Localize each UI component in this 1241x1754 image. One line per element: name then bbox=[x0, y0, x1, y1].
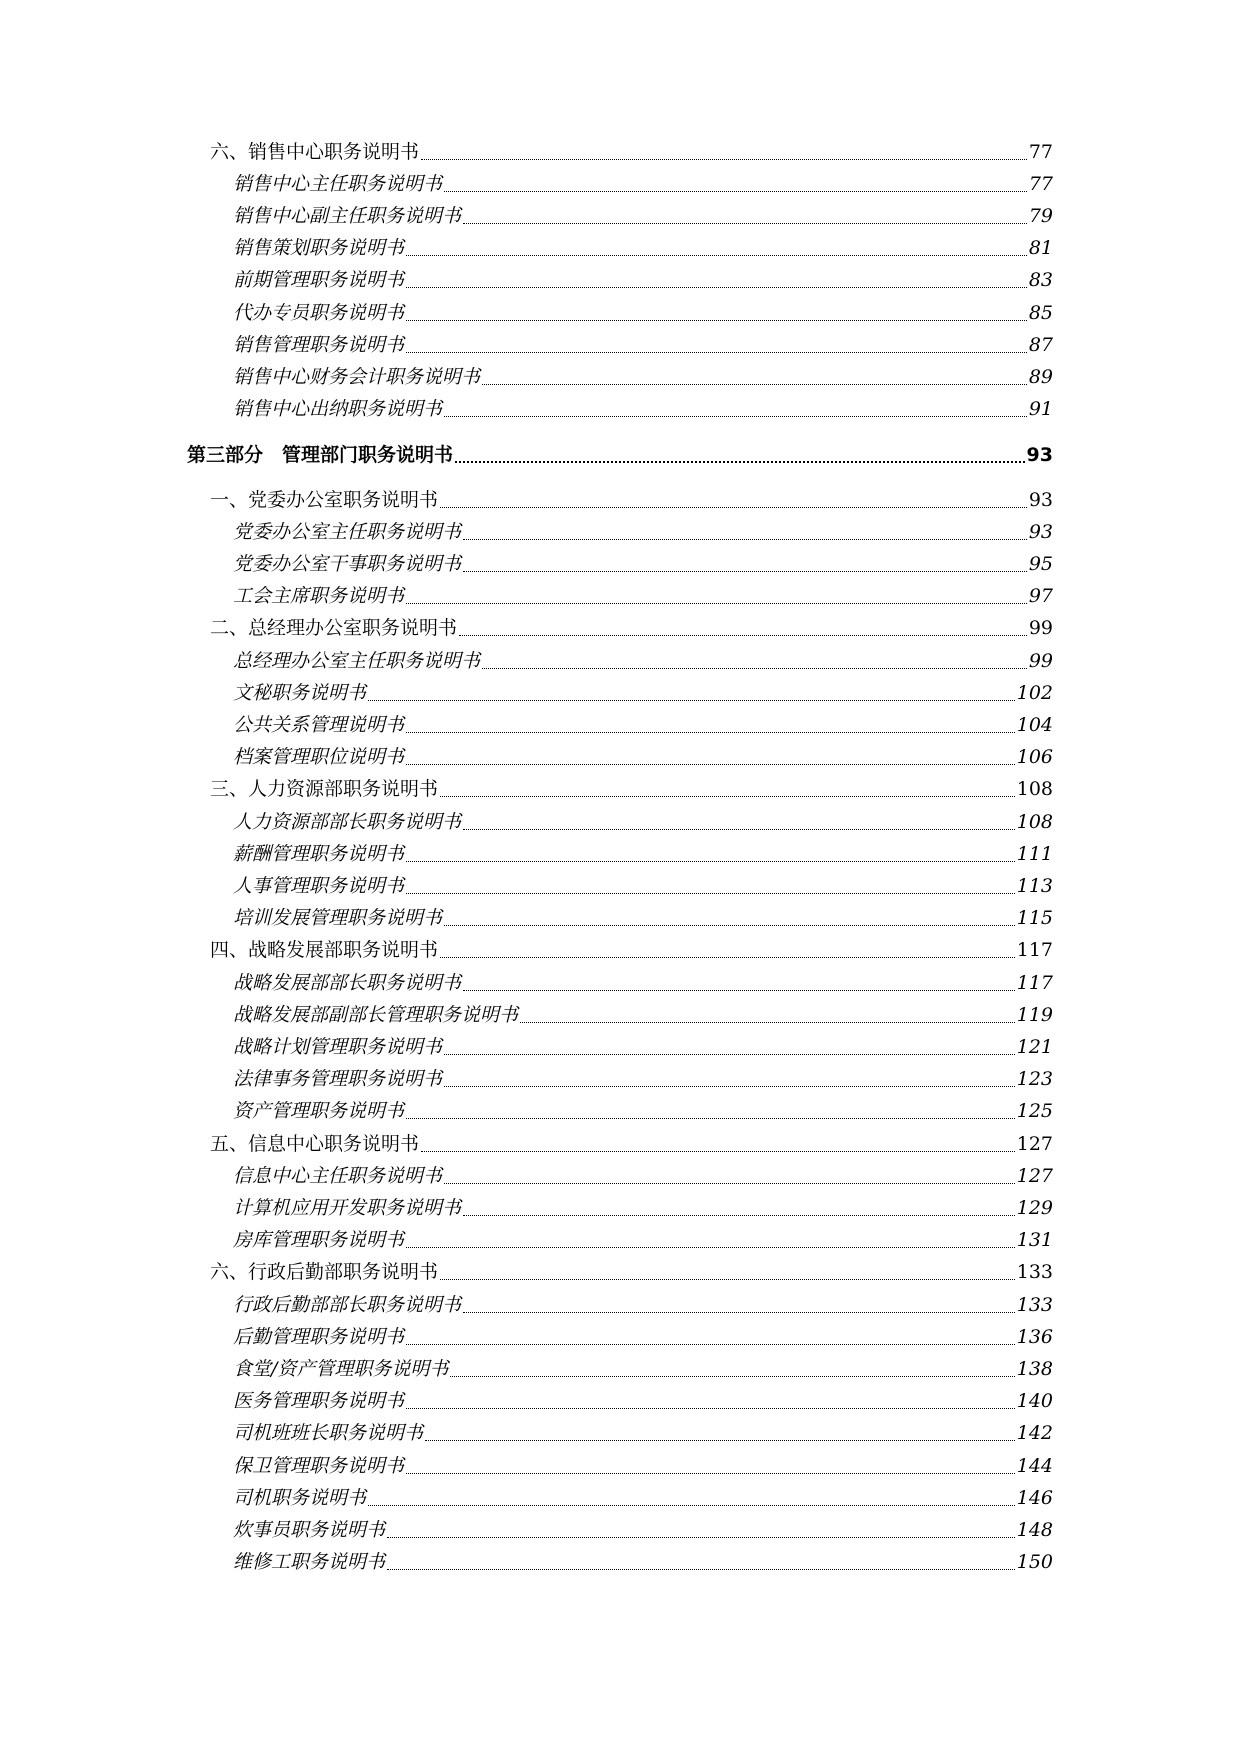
toc-dot-leader bbox=[444, 925, 1015, 926]
toc-dot-leader bbox=[406, 1118, 1015, 1119]
toc-page-number: 104 bbox=[1016, 714, 1053, 736]
toc-item-entry[interactable] bbox=[233, 808, 1053, 836]
toc-dot-leader bbox=[406, 255, 1027, 256]
toc-dot-leader bbox=[368, 1505, 1015, 1506]
toc-page-number: 121 bbox=[1016, 1036, 1053, 1058]
toc-entry-label: 行政后勤部部长职务说明书 bbox=[233, 1294, 462, 1316]
toc-section-entry[interactable] bbox=[210, 614, 1053, 642]
toc-page-number: 95 bbox=[1028, 553, 1053, 575]
toc-item-entry[interactable] bbox=[233, 202, 1053, 230]
toc-page-number: 81 bbox=[1028, 237, 1053, 259]
toc-entry-label: 计算机应用开发职务说明书 bbox=[233, 1197, 462, 1219]
toc-page-number: 115 bbox=[1016, 907, 1053, 929]
toc-page-number: 125 bbox=[1016, 1100, 1053, 1122]
toc-entry-label: 代办专员职务说明书 bbox=[233, 302, 405, 324]
toc-item-entry[interactable] bbox=[233, 1226, 1053, 1254]
toc-entry-label: 战略发展部副部长管理职务说明书 bbox=[233, 1004, 519, 1026]
toc-page-number: 148 bbox=[1016, 1519, 1053, 1541]
toc-entry-label: 信息中心主任职务说明书 bbox=[233, 1165, 443, 1187]
toc-item-entry[interactable] bbox=[233, 969, 1053, 997]
toc-page-number: 106 bbox=[1016, 746, 1053, 768]
toc-page-number: 97 bbox=[1028, 585, 1053, 607]
toc-dot-leader bbox=[444, 416, 1027, 417]
toc-dot-leader bbox=[406, 1344, 1015, 1345]
toc-section-entry[interactable] bbox=[210, 1130, 1053, 1158]
toc-entry-label: 三、人力资源部职务说明书 bbox=[210, 778, 439, 800]
toc-entry-label: 资产管理职务说明书 bbox=[233, 1100, 405, 1122]
toc-entry-label: 保卫管理职务说明书 bbox=[233, 1455, 405, 1477]
toc-page-number: 133 bbox=[1016, 1294, 1053, 1316]
toc-entry-label: 总经理办公室主任职务说明书 bbox=[233, 650, 481, 672]
toc-dot-leader bbox=[406, 732, 1015, 733]
toc-item-entry[interactable] bbox=[233, 266, 1053, 294]
toc-dot-leader bbox=[421, 159, 1027, 160]
toc-item-entry[interactable] bbox=[233, 170, 1053, 198]
toc-item-entry[interactable] bbox=[233, 1097, 1053, 1125]
toc-page-number: 93 bbox=[1028, 521, 1053, 543]
toc-entry-label: 炊事员职务说明书 bbox=[233, 1519, 386, 1541]
toc-page-number: 119 bbox=[1016, 1004, 1053, 1026]
toc-page-number: 127 bbox=[1016, 1165, 1053, 1187]
toc-entry-label: 第三部分 管理部门职务说明书 bbox=[187, 444, 454, 466]
toc-entry-label: 党委办公室主任职务说明书 bbox=[233, 521, 462, 543]
toc-page-number: 131 bbox=[1016, 1229, 1053, 1251]
toc-page-number: 111 bbox=[1016, 843, 1053, 865]
toc-dot-leader bbox=[440, 796, 1015, 797]
toc-section-entry[interactable] bbox=[210, 775, 1053, 803]
toc-dot-leader bbox=[406, 1473, 1015, 1474]
toc-page-number: 108 bbox=[1016, 811, 1053, 833]
toc-item-entry[interactable] bbox=[233, 331, 1053, 359]
toc-item-entry[interactable] bbox=[233, 582, 1053, 610]
toc-item-entry[interactable] bbox=[233, 904, 1053, 932]
toc-item-entry[interactable] bbox=[233, 1323, 1053, 1351]
toc-entry-label: 房库管理职务说明书 bbox=[233, 1229, 405, 1251]
toc-dot-leader bbox=[406, 1408, 1015, 1409]
toc-page-number: 108 bbox=[1016, 778, 1053, 800]
toc-page-number: 142 bbox=[1016, 1422, 1053, 1444]
toc-section-entry[interactable] bbox=[210, 936, 1053, 964]
toc-page-number: 85 bbox=[1028, 302, 1053, 324]
toc-entry-label: 二、总经理办公室职务说明书 bbox=[210, 617, 458, 639]
toc-dot-leader bbox=[425, 1440, 1015, 1441]
toc-entry-label: 法律事务管理职务说明书 bbox=[233, 1068, 443, 1090]
toc-dot-leader bbox=[406, 893, 1015, 894]
toc-dot-leader bbox=[463, 829, 1015, 830]
toc-item-entry[interactable] bbox=[233, 679, 1053, 707]
toc-dot-leader bbox=[440, 957, 1015, 958]
toc-page-number: 93 bbox=[1028, 489, 1053, 511]
toc-page-number: 133 bbox=[1016, 1261, 1053, 1283]
toc-dot-leader bbox=[421, 1151, 1015, 1152]
toc-item-entry[interactable] bbox=[233, 363, 1053, 391]
toc-item-entry[interactable] bbox=[233, 1548, 1053, 1576]
toc-page-number: 89 bbox=[1028, 366, 1053, 388]
toc-part-heading[interactable] bbox=[187, 441, 1053, 469]
toc-dot-leader bbox=[450, 1376, 1014, 1377]
toc-page-number: 79 bbox=[1028, 205, 1053, 227]
toc-page-number: 113 bbox=[1016, 875, 1053, 897]
toc-dot-leader bbox=[520, 1022, 1015, 1023]
toc-item-entry[interactable] bbox=[233, 550, 1053, 578]
toc-page-number: 99 bbox=[1028, 617, 1053, 639]
toc-item-entry[interactable] bbox=[233, 1162, 1053, 1190]
toc-dot-leader bbox=[455, 461, 1025, 463]
toc-page-number: 99 bbox=[1028, 650, 1053, 672]
toc-entry-label: 销售管理职务说明书 bbox=[233, 334, 405, 356]
toc-entry-label: 销售中心出纳职务说明书 bbox=[233, 398, 443, 420]
toc-entry-label: 销售中心主任职务说明书 bbox=[233, 173, 443, 195]
toc-item-entry[interactable] bbox=[233, 299, 1053, 327]
toc-item-entry[interactable] bbox=[233, 1484, 1053, 1512]
toc-entry-label: 销售策划职务说明书 bbox=[233, 237, 405, 259]
toc-entry-label: 司机职务说明书 bbox=[233, 1487, 367, 1509]
toc-entry-label: 食堂/资产管理职务说明书 bbox=[233, 1358, 449, 1380]
toc-entry-label: 党委办公室干事职务说明书 bbox=[233, 553, 462, 575]
toc-item-entry[interactable] bbox=[233, 647, 1053, 675]
toc-item-entry[interactable] bbox=[233, 840, 1053, 868]
toc-entry-label: 销售中心副主任职务说明书 bbox=[233, 205, 462, 227]
toc-dot-leader bbox=[406, 320, 1027, 321]
toc-page-number: 83 bbox=[1028, 269, 1053, 291]
toc-entry-label: 档案管理职位说明书 bbox=[233, 746, 405, 768]
toc-dot-leader bbox=[482, 668, 1027, 669]
toc-dot-leader bbox=[444, 1054, 1015, 1055]
toc-dot-leader bbox=[406, 603, 1027, 604]
toc-page-number: 138 bbox=[1016, 1358, 1053, 1380]
toc-entry-label: 工会主席职务说明书 bbox=[233, 585, 405, 607]
toc-page-number: 144 bbox=[1016, 1455, 1053, 1477]
toc-dot-leader bbox=[440, 507, 1027, 508]
toc-entry-label: 人事管理职务说明书 bbox=[233, 875, 405, 897]
toc-entry-label: 战略发展部部长职务说明书 bbox=[233, 972, 462, 994]
toc-item-entry[interactable] bbox=[233, 1001, 1053, 1029]
toc-entry-label: 司机班班长职务说明书 bbox=[233, 1422, 424, 1444]
toc-item-entry[interactable] bbox=[233, 1387, 1053, 1415]
toc-page-number: 77 bbox=[1028, 173, 1053, 195]
toc-page-number: 117 bbox=[1016, 939, 1053, 961]
toc-entry-label: 五、信息中心职务说明书 bbox=[210, 1133, 420, 1155]
toc-dot-leader bbox=[459, 635, 1027, 636]
toc-dot-leader bbox=[463, 223, 1027, 224]
toc-item-entry[interactable] bbox=[233, 1065, 1053, 1093]
toc-item-entry[interactable] bbox=[233, 518, 1053, 546]
toc-dot-leader bbox=[463, 539, 1027, 540]
toc-item-entry[interactable] bbox=[233, 1516, 1053, 1544]
toc-dot-leader bbox=[368, 700, 1015, 701]
toc-item-entry[interactable] bbox=[233, 743, 1053, 771]
toc-dot-leader bbox=[406, 287, 1027, 288]
toc-dot-leader bbox=[406, 1247, 1015, 1248]
toc-entry-label: 医务管理职务说明书 bbox=[233, 1390, 405, 1412]
toc-item-entry[interactable] bbox=[233, 234, 1053, 262]
toc-dot-leader bbox=[440, 1279, 1015, 1280]
toc-dot-leader bbox=[444, 1086, 1015, 1087]
toc-item-entry[interactable] bbox=[233, 1419, 1053, 1447]
toc-page-number: 87 bbox=[1028, 334, 1053, 356]
toc-item-entry[interactable] bbox=[233, 711, 1053, 739]
toc-page-number: 91 bbox=[1028, 398, 1053, 420]
toc-dot-leader bbox=[482, 384, 1027, 385]
toc-entry-label: 一、党委办公室职务说明书 bbox=[210, 489, 439, 511]
toc-page-number: 129 bbox=[1016, 1197, 1053, 1219]
toc-dot-leader bbox=[406, 764, 1015, 765]
toc-item-entry[interactable] bbox=[233, 1355, 1053, 1383]
toc-page-number: 150 bbox=[1016, 1551, 1053, 1573]
toc-section-entry[interactable] bbox=[210, 138, 1053, 166]
toc-entry-label: 四、战略发展部职务说明书 bbox=[210, 939, 439, 961]
toc-entry-label: 六、销售中心职务说明书 bbox=[210, 141, 420, 163]
toc-section-entry[interactable] bbox=[210, 1258, 1053, 1286]
toc-entry-label: 后勤管理职务说明书 bbox=[233, 1326, 405, 1348]
toc-dot-leader bbox=[463, 571, 1027, 572]
toc-entry-label: 前期管理职务说明书 bbox=[233, 269, 405, 291]
toc-page-number: 123 bbox=[1016, 1068, 1053, 1090]
toc-dot-leader bbox=[463, 990, 1015, 991]
toc-page-number: 93 bbox=[1026, 444, 1053, 466]
toc-page-number: 117 bbox=[1016, 972, 1053, 994]
toc-entry-label: 公共关系管理说明书 bbox=[233, 714, 405, 736]
toc-page-number: 127 bbox=[1016, 1133, 1053, 1155]
toc-page-number: 146 bbox=[1016, 1487, 1053, 1509]
toc-entry-label: 培训发展管理职务说明书 bbox=[233, 907, 443, 929]
toc-dot-leader bbox=[463, 1215, 1015, 1216]
toc-item-entry[interactable] bbox=[233, 1194, 1053, 1222]
toc-entry-label: 六、行政后勤部职务说明书 bbox=[210, 1261, 439, 1283]
toc-item-entry[interactable] bbox=[233, 872, 1053, 900]
toc-dot-leader bbox=[444, 1183, 1015, 1184]
toc-item-entry[interactable] bbox=[233, 1033, 1053, 1061]
toc-entry-label: 战略计划管理职务说明书 bbox=[233, 1036, 443, 1058]
toc-dot-leader bbox=[463, 1312, 1015, 1313]
toc-dot-leader bbox=[387, 1537, 1015, 1538]
toc-page-number: 77 bbox=[1028, 141, 1053, 163]
toc-entry-label: 文秘职务说明书 bbox=[233, 682, 367, 704]
toc-page-number: 136 bbox=[1016, 1326, 1053, 1348]
toc-item-entry[interactable] bbox=[233, 395, 1053, 423]
toc-page-number: 102 bbox=[1016, 682, 1053, 704]
toc-section-entry[interactable] bbox=[210, 486, 1053, 514]
toc-entry-label: 薪酬管理职务说明书 bbox=[233, 843, 405, 865]
toc-item-entry[interactable] bbox=[233, 1291, 1053, 1319]
toc-item-entry[interactable] bbox=[233, 1452, 1053, 1480]
toc-dot-leader bbox=[444, 191, 1027, 192]
toc-entry-label: 人力资源部部长职务说明书 bbox=[233, 811, 462, 833]
toc-dot-leader bbox=[406, 861, 1015, 862]
toc-entry-label: 维修工职务说明书 bbox=[233, 1551, 386, 1573]
toc-page-number: 140 bbox=[1016, 1390, 1053, 1412]
toc-dot-leader bbox=[406, 352, 1027, 353]
toc-dot-leader bbox=[387, 1569, 1015, 1570]
toc-entry-label: 销售中心财务会计职务说明书 bbox=[233, 366, 481, 388]
